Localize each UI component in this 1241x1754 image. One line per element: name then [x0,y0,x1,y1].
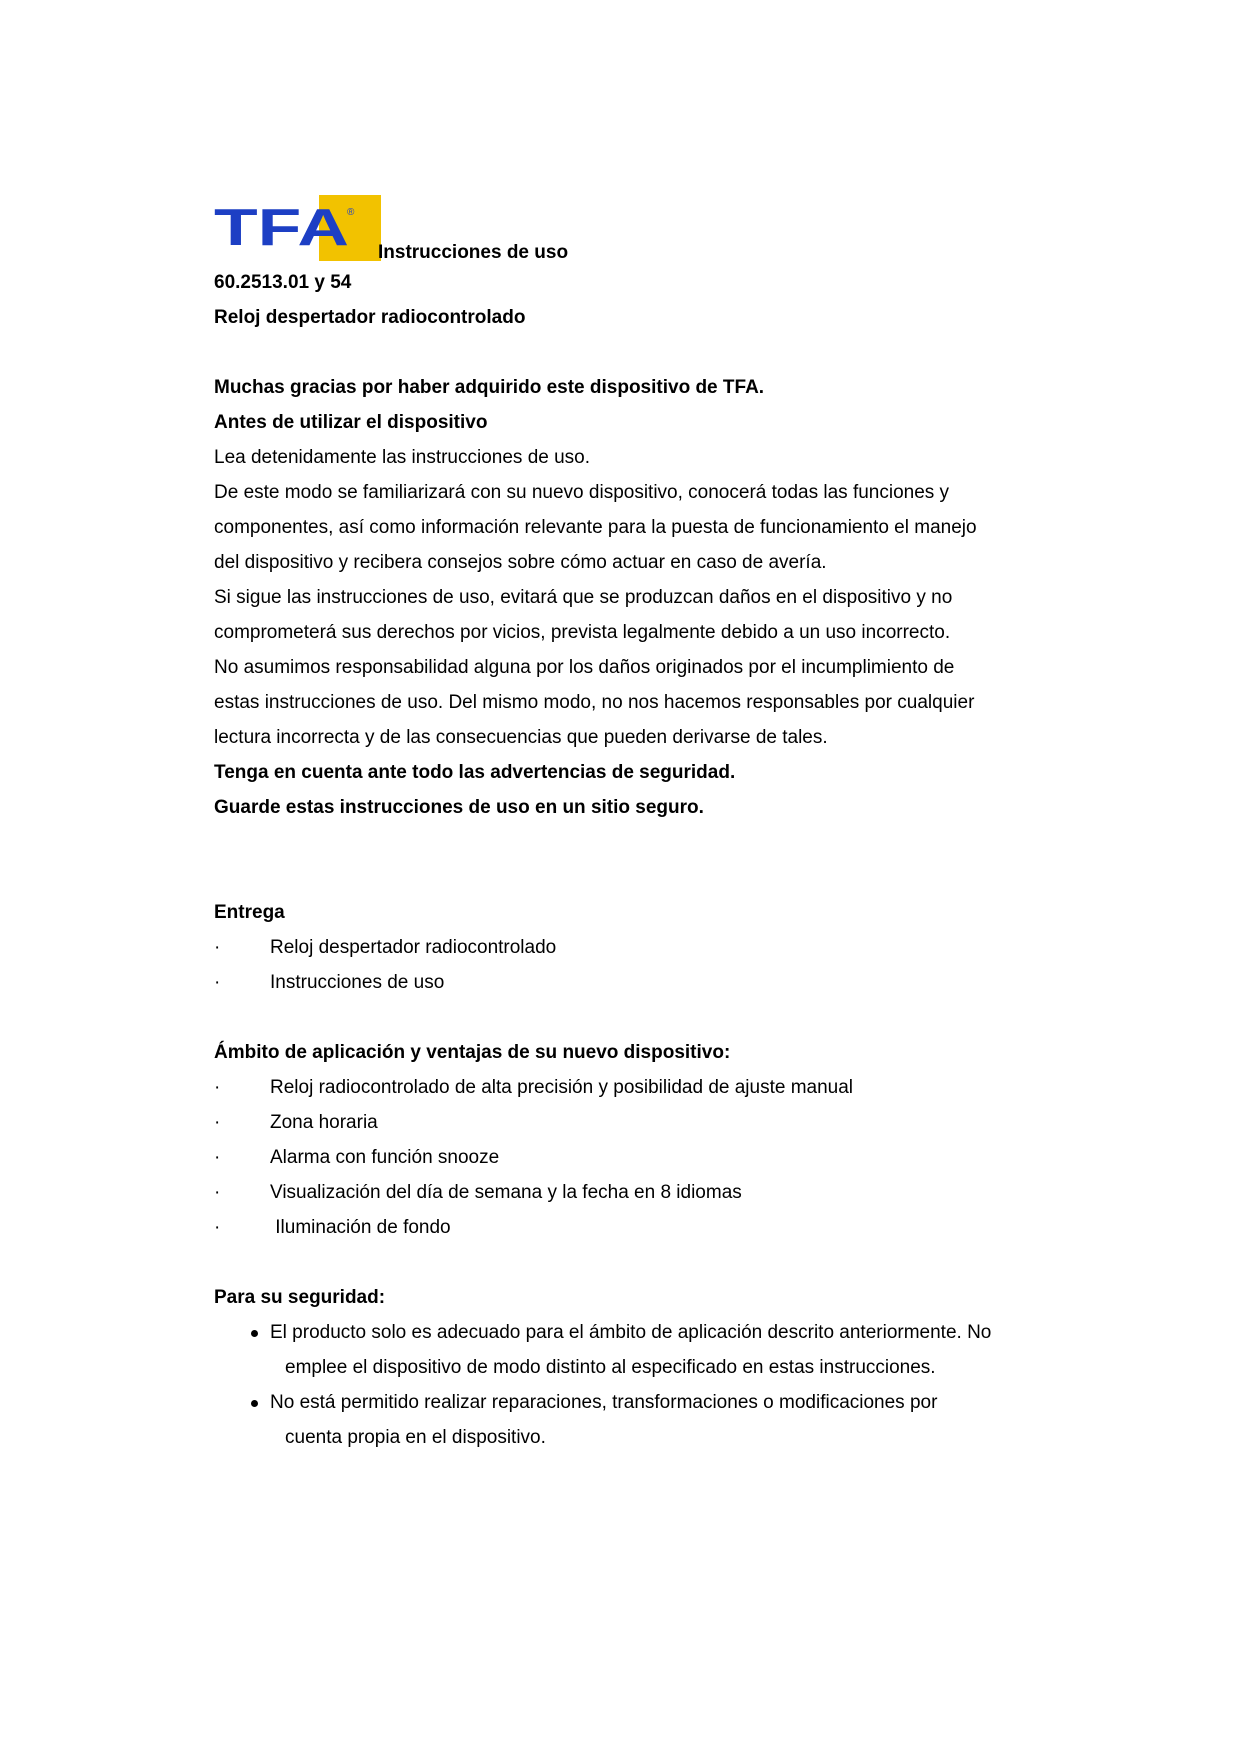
intro-line: componentes, así como información relevante para la puesta de funcionamiento el manejo [214,517,977,538]
bullet-marker: · [214,1217,221,1238]
delivery-item: Reloj despertador radiocontrolado [270,937,557,958]
bullet-marker: · [214,937,221,958]
bullet-marker: · [214,1182,221,1203]
bullet-marker: · [214,1112,221,1133]
scope-item: Alarma con función snooze [270,1147,500,1168]
safety-heading: Para su seguridad: [214,1287,386,1308]
scope-heading: Ámbito de aplicación y ventajas de su nuevo dispositivo: [214,1042,731,1063]
scope-item: Iluminación de fondo [270,1217,451,1238]
bullet-marker: · [214,1077,221,1098]
before-use-heading: Antes de utilizar el dispositivo [214,412,488,433]
keep-instructions-note: Guarde estas instrucciones de uso en un sitio seguro. [214,797,704,818]
intro-line: del dispositivo y recibera consejos sobre cómo actuar en caso de avería. [214,552,827,573]
product-name: Reloj despertador radiocontrolado [214,307,526,328]
delivery-heading: Entrega [214,902,285,923]
intro-line: De este modo se familiarizará con su nuevo dispositivo, conocerá todas las funciones y [214,482,950,503]
intro-line: Si sigue las instrucciones de uso, evitará que se produzcan daños en el dispositivo y no [214,587,953,608]
safety-warning-note: Tenga en cuenta ante todo las advertencias de seguridad. [214,762,736,783]
thanks-text: Muchas gracias por haber adquirido este dispositivo de TFA. [214,377,765,398]
document-title: Instrucciones de uso [378,242,569,263]
intro-line: Lea detenidamente las instrucciones de uso. [214,447,591,468]
bullet-dot [251,1330,258,1337]
intro-line: No asumimos responsabilidad alguna por los daños originados por el incumplimiento de [214,657,955,678]
bullet-marker: · [214,972,221,993]
bullet-dot [251,1400,258,1407]
svg-text:®: ® [347,207,355,218]
safety-item-line: emplee el dispositivo de modo distinto al especificado en estas instrucciones. [285,1357,936,1378]
safety-item-line: cuenta propia en el dispositivo. [285,1427,546,1448]
scope-item: Visualización del día de semana y la fecha en 8 idiomas [270,1182,742,1203]
svg-text:TFA: TFA [214,199,349,257]
tfa-logo [214,195,381,261]
scope-item: Zona horaria [270,1112,378,1133]
safety-item-line: No está permitido realizar reparaciones, transformaciones o modificaciones por [270,1392,938,1413]
intro-line: comprometerá sus derechos por vicios, prevista legalmente debido a un uso incorrecto. [214,622,951,643]
delivery-item: Instrucciones de uso [270,972,445,993]
intro-line: estas instrucciones de uso. Del mismo modo, no nos hacemos responsables por cualquier [214,692,975,713]
scope-item: Reloj radiocontrolado de alta precisión y posibilidad de ajuste manual [270,1077,854,1098]
intro-line: lectura incorrecta y de las consecuencias que pueden derivarse de tales. [214,727,828,748]
bullet-marker: · [214,1147,221,1168]
safety-item-line: El producto solo es adecuado para el ámbito de aplicación descrito anteriormente. No [270,1322,992,1343]
model-number: 60.2513.01 y 54 [214,272,352,293]
